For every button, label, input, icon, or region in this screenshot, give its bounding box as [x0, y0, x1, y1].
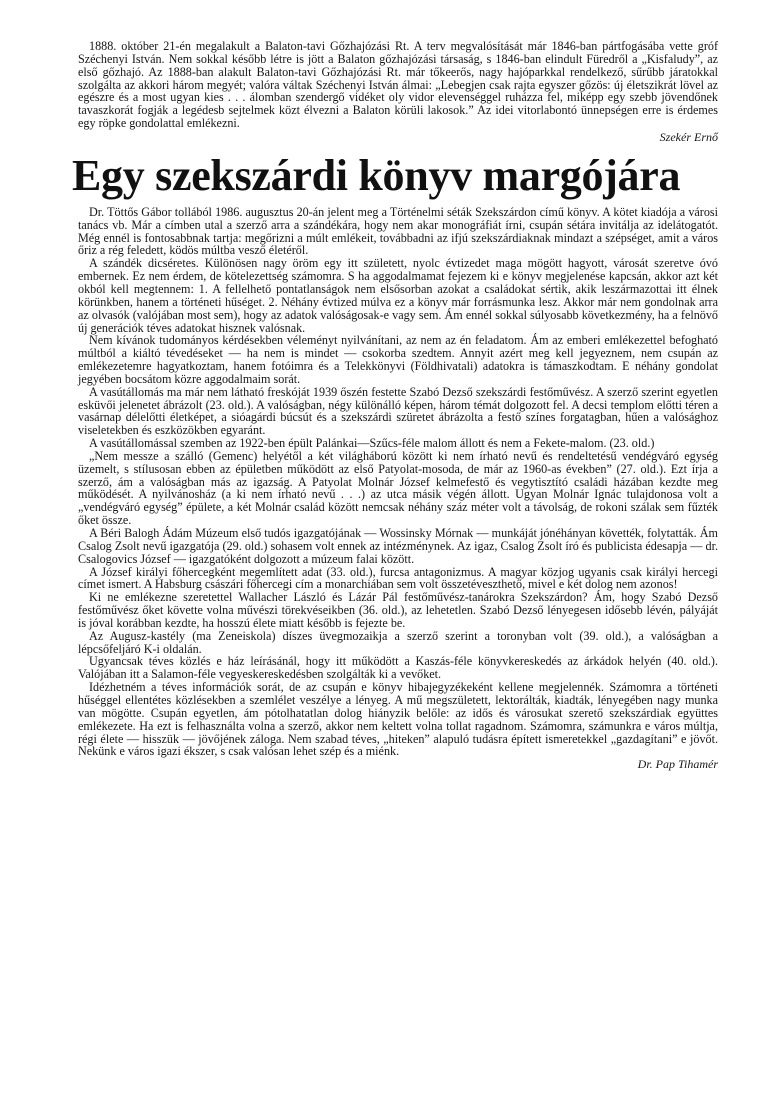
article-paragraph: Dr. Töttős Gábor tollából 1986. augusztus 20-án jelent meg a Történelmi séták Szekszárdon című könyv. A kötet kiadója a városi tanács vb. Már a címben utal a szerző arra a szándékára, hogy nem akar monográfiát írni, csupán sétára invitálja az idelátogatót. Még ennél is fontosabbnak tartja: megőrizni a múlt emlékeit, továbbadni az ifjú szekszárdiaknak mindazt a szépséget, amit a város őriz a rég feledett, ködös múltba vesző életéről.: [78, 204, 718, 258]
article-paragraph: Nem kívánok tudományos kérdésekben véleményt nyilvánítani, az nem az én feladatom. Ám az emberi emlékezettel befogható múltból a kiáltó tévedéseket — ha nem is mindet — csokorba szedtem. Annyit azért meg kell jegyeznem, nem csupán az emlékezetemre hagyatkoztam, hanem fotóimra és a Telekkönyvi (Földhivatali) adatokra is támaszkodtam. E néhány gondolat jegyében bocsátom közre aggodalmaim sorát.: [78, 333, 718, 386]
article-paragraph: Ugyancsak téves közlés e ház leírásánál, hogy itt működött a Kaszás-féle könyvkereskedés az árkádok helyén (40. old.). Valójában itt a Salamon-féle vegyeskereskedésben szolgálták ki a vevőket.: [78, 654, 718, 682]
intro-paragraph: 1888. október 21-én megalakult a Balaton-tavi Gőzhajózási Rt. A terv megvalósítását már 1846-ban pártfogásába vette gróf Széchenyi István. Nem sokkal később létre is jött a Balaton gőzhajózási társaság, s 1846-ban elindult Füredről a „Kisfaludy”, az első gőzhajó. Az 1888-ban alakult Balaton-tavi Gőzhajózási Rt. már tőkeerős, nagy hajóparkkal rendelkező, sűrűbb járatokkal szolgálta az akkori három megyét; valóra váltak Széchenyi István álmai: „Lebegjen csak rajta egyszer gőzös: új életszikrát lövel az egészre és a most ugyan kies . . . álomban szendergő vidéket oly vidor elevenséggel ruházza fel, miképp egy szebb jövendőnek tavaszkorát fogják a legédesb sejtelmek közt élvezni a Balaton körüli lakosok.” Az idei vitorlabontó ünnepségen erre is érdemes egy röpke gondolattal emlékezni.: [78, 39, 718, 131]
intro-author: Szekér Ernő: [659, 129, 718, 144]
article-paragraph: „Nem messze a szálló (Gemenc) helyétől a két világháború között ki nem írható nevű és rendeltetésű vendégváró egység üzemelt, s stílusosan ebben az épületben működött az első Patyolat-mosoda, de már az 1960-as években” (27. old.). Ezt írja a szerző, ám a valóságban más az igazság. A Patyolat Molnár József kelmefestő és vegytisztító családi házában kezdte meg működését. A nyilvánosház (a ki nem írható nevű . . .) az utca másik végén állott. Ugyan Molnár Ignác tulajdonosa volt a „vendégváró egység” épülete, a két Molnár család között nemcsak néhány száz méter volt a távolság, de rokoni szálak sem fűzték őket össze.: [78, 448, 718, 528]
article-paragraph: Idézhetném a téves információk sorát, de az csupán e könyv hibajegyzékeként kellene megjelennék. Számomra a történeti hűséggel ellentétes közlésekben a szemlélet veszélye a lényeg. A mű megszületett, lektorálták, kiadták, lényegében nagy munka van mögötte. Csupán egyetlen, ám pótolhatatlan dolog hiányzik belőle: az idős és városukat szerető szekszárdiak együttes emlékezete. Ha ezt is felhasználta volna a szerző, akkor nem keltett volna tollat ragadnom. Számomra, számunkra e város múltja, régi élete — hisszük — jövőjének záloga. Nem szabad téves, „hiteken” alapuló tudásra épített ismeretekkel „gazdagítani” e jövőt. Nekünk e város igazi ékszer, s csak valósan lehet szép és a miénk.: [78, 680, 718, 759]
article-paragraph: A vasútállomással szemben az 1922-ben épült Palánkai—Szűcs-féle malom állott és nem a Fekete-malom. (23. old.): [89, 436, 655, 451]
article-paragraph: Az Augusz-kastély (ma Zeneiskola) díszes üvegmozaikja a szerző szerint a toronyban volt (39. old.), a valóságban a lépcsőfeljáró K-i oldalán.: [78, 628, 718, 656]
article-paragraph: Ki ne emlékezne szeretettel Wallacher László és Lázár Pál festőművész-tanárokra Szekszárdon? Ám, hogy Szabó Dezső festőművész őket követte volna művészi törekvéseikben (36. old.), az lehetetlen. Szabó Dezső lényegesen idősebb lévén, pályáját is jóval korábban kezdte, ha hosszú élete miatt később is fejezte be.: [78, 590, 718, 630]
article-title: Egy szekszárdi könyv margójára: [72, 150, 681, 200]
article-author: Dr. Pap Tihamér: [637, 757, 718, 772]
article-paragraph: A Béri Balogh Ádám Múzeum első tudós igazgatójának — Wossinsky Mórnak — munkáját jónéhányan követték, folytatták. Ám Csalog Zsolt nevű igazgatója (29. old.) sohasem volt ennek az intézménynek. Az igaz, Csalog Zsolt író és publicista édesapja — dr. Csalogovics József — igazgatóként dolgozott a múzeum falai között.: [78, 526, 718, 566]
article-paragraph: A szándék dicséretes. Különösen nagy öröm egy itt született, nyolc évtizedet maga mögött hagyott, városát szeretve óvó embernek. Ez nem érdem, de kötelezettség számomra. S ha aggodalmamat fejezem ki e könyv megjelenése kapcsán, akkor azt két okból kell megtennem: 1. A fellelhető pontatlanságok nem elsősorban azokat a családokat sértik, akik leszármazottai itt élnek körünkben, hanem a történeti hűséget. 2. Néhány évtized múlva ez a könyv már forrásmunka lesz. Akkor már nem gondolnak arra az olvasók (valójában most sem), hogy az adatok valóságosak-e vagy sem. Ám ennél sokkal súlyosabb következmény, ha a felnövő új generációk téves adatokat hisznek valósnak.: [78, 256, 718, 335]
article-paragraph: A József királyi főhercegként megemlített adat (33. old.), furcsa antagonizmus. A magyar közjog ugyanis csak királyi hercegi címet ismert. A Habsburg császári főhercegi cím a monarchiában sem volt összetéveszthető, mivel e két dolog nem azonos!: [78, 564, 718, 592]
page-content: [72, 39, 718, 1080]
article-paragraph: A vasútállomás ma már nem látható freskóját 1939 őszén festette Szabó Dezső szekszárdi festőművész. A szerző szerint egyetlen esküvői jelenetet ábrázolt (23. old.). A valóságban, négy különálló képen, három témát dolgozott fel. A decsi templom előtti téren a vasárnap délelőtti életképet, a sióagárdi búcsút és a szekszárdi szüretet ábrázolta a festő színes forgatagban, hűen a valósághoz viseletekben és eszközökben egyaránt.: [78, 384, 718, 438]
